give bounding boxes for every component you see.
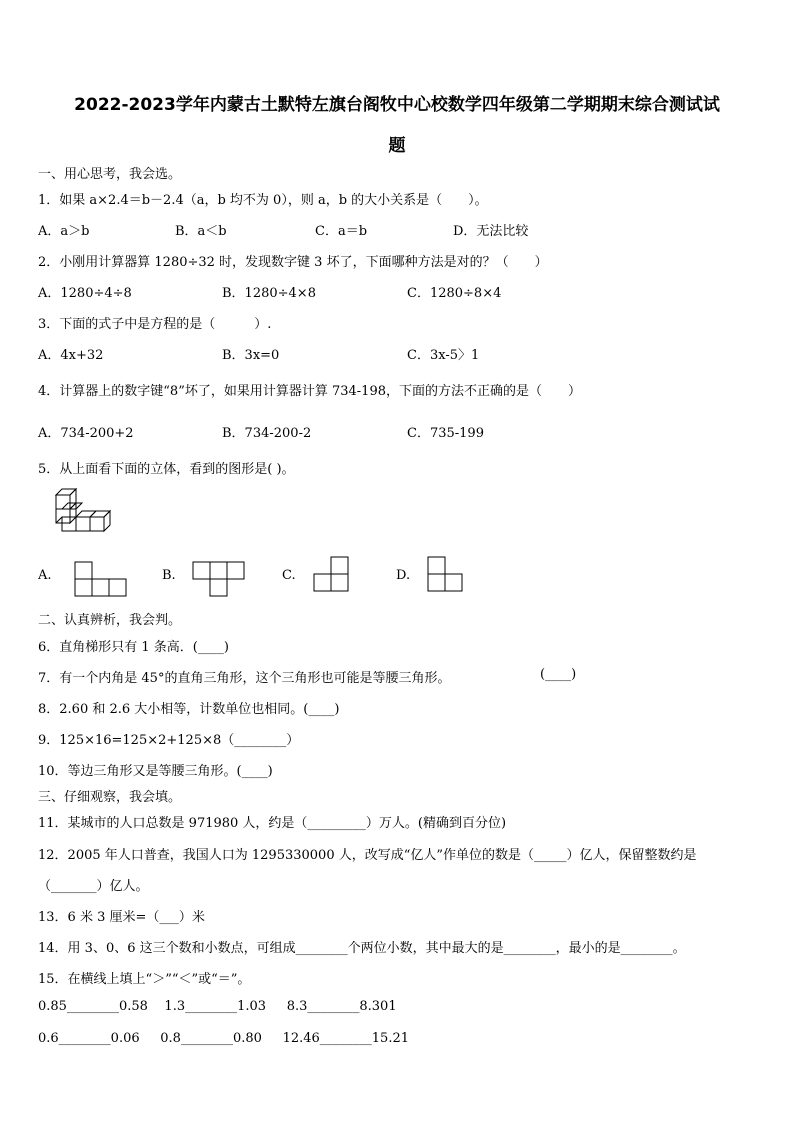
question-4: 4．计算器上的数字键“8”坏了，如果用计算器计算 734-198，下面的方法不正确的是（ ） xyxy=(38,384,581,399)
question-10: 10．等边三角形又是等腰三角形。(____) xyxy=(38,764,273,779)
q15-row-2: 0.6________0.06 0.8________0.80 12.46________15.21 xyxy=(38,1031,409,1046)
question-12-continued: （_______）亿人。 xyxy=(38,879,149,894)
q2-option-a[interactable]: A．1280÷4÷8 xyxy=(38,286,132,301)
page-title: 2022-2023学年内蒙古土默特左旗台阁牧中心校数学四年级第二学期期末综合测试试 xyxy=(74,95,720,115)
q3-option-a[interactable]: A．4x+32 xyxy=(38,348,104,363)
page-title-continued: 题 xyxy=(388,136,406,156)
question-8: 8．2.60 和 2.6 大小相等，计数单位也相同。(____) xyxy=(38,702,340,717)
q5-option-c[interactable]: C. xyxy=(282,568,296,583)
question-1: 1．如果 a×2.4＝b－2.4（a，b 均不为 0），则 a，b 的大小关系是（ ）。 xyxy=(38,193,488,208)
q4-option-c[interactable]: C．735-199 xyxy=(407,426,484,441)
q3-option-c[interactable]: C．3x-5〉1 xyxy=(407,348,480,363)
section-heading-fill: 三、仔细观察，我会填。 xyxy=(38,790,182,805)
question-7: 7．有一个内角是 45°的直角三角形，这个三角形也可能是等腰三角形。 xyxy=(38,671,451,686)
q1-option-c[interactable]: C．a＝b xyxy=(315,224,368,239)
option-c-view-icon xyxy=(312,556,350,594)
q4-option-b[interactable]: B．734-200-2 xyxy=(222,426,312,441)
q5-option-b[interactable]: B. xyxy=(162,568,176,583)
q4-option-a[interactable]: A．734-200+2 xyxy=(38,426,134,441)
q5-option-d[interactable]: D. xyxy=(396,568,411,583)
option-d-view-icon xyxy=(426,556,464,594)
question-5: 5．从上面看下面的立体，看到的图形是( )。 xyxy=(38,462,295,477)
q2-option-b[interactable]: B．1280÷4×8 xyxy=(222,286,316,301)
question-3: 3．下面的式子中是方程的是（ ）. xyxy=(38,317,272,332)
q15-row-1: 0.85________0.58 1.3________1.03 8.3________8.301 xyxy=(38,999,397,1014)
cube-stack-figure xyxy=(48,488,112,538)
question-9: 9．125×16=125×2+125×8（________） xyxy=(38,733,300,748)
section-heading-choice: 一、用心思考，我会选。 xyxy=(38,167,182,182)
option-a-view-icon xyxy=(74,561,128,597)
q5-option-a[interactable]: A. xyxy=(38,568,52,583)
q2-option-c[interactable]: C．1280÷8×4 xyxy=(407,286,502,301)
question-6: 6．直角梯形只有 1 条高．(____) xyxy=(38,640,229,655)
question-15: 15．在横线上填上“＞”“＜”或“＝”。 xyxy=(38,972,251,987)
option-b-view-icon xyxy=(192,561,246,597)
q1-option-a[interactable]: A．a＞b xyxy=(38,224,90,239)
q3-option-b[interactable]: B．3x=0 xyxy=(222,348,280,363)
question-12: 12．2005 年人口普查，我国人口为 1295330000 人，改写成“亿人”作单位的数是（_____）亿人，保留整数约是 xyxy=(38,848,697,863)
question-11: 11．某城市的人口总数是 971980 人，约是（_________）万人。(精确到百分位) xyxy=(38,816,507,831)
question-14: 14．用 3、0、6 这三个数和小数点，可组成________个两位小数，其中最大的是________，最小的是________。 xyxy=(38,941,686,956)
question-2: 2．小刚用计算器算 1280÷32 时，发现数字键 3 坏了，下面哪种方法是对的？（ ） xyxy=(38,255,548,270)
q1-option-d[interactable]: D．无法比较 xyxy=(453,224,529,239)
question-13: 13．6 米 3 厘米=（___）米 xyxy=(38,910,205,925)
section-heading-judge: 二、认真辨析，我会判。 xyxy=(38,613,182,628)
q1-option-b[interactable]: B．a＜b xyxy=(175,224,227,239)
q7-answer-blank[interactable]: (____) xyxy=(540,667,577,682)
